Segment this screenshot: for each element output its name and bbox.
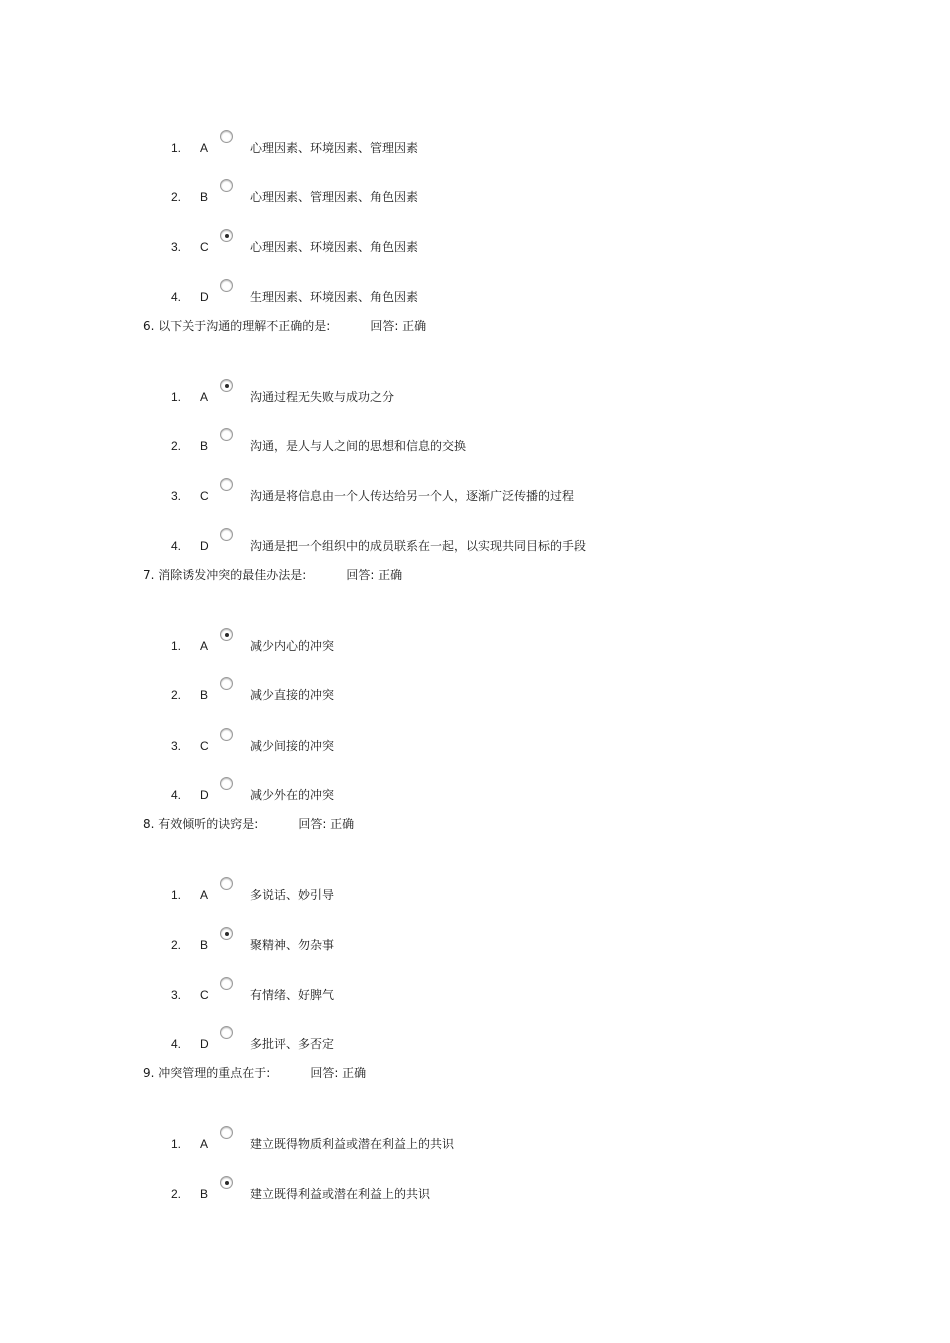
option-row[interactable] [0, 1036, 950, 1056]
option-number: 1. [171, 639, 182, 653]
option-number: 3. [171, 739, 182, 753]
question-title [143, 567, 402, 583]
option-text: 生理因素、环境因素、角色因素 [250, 290, 419, 304]
option-text: 聚精神、勿杂事 [250, 938, 335, 952]
answer-status: 回答: 正确 [346, 568, 403, 582]
option-letter: C [200, 240, 209, 254]
option-text: 心理因素、环境因素、角色因素 [250, 240, 419, 254]
option-number: 1. [171, 141, 182, 155]
radio-button[interactable] [220, 179, 233, 192]
option-text: 建立既得利益或潜在利益上的共识 [250, 1187, 431, 1201]
question-title [143, 1065, 366, 1081]
option-number: 4. [171, 290, 182, 304]
option-number: 2. [171, 439, 182, 453]
option-letter: B [200, 1187, 209, 1201]
option-letter: D [200, 539, 209, 553]
option-text: 多说话、妙引导 [250, 888, 335, 902]
radio-button[interactable] [220, 379, 233, 392]
option-letter: A [200, 141, 209, 155]
option-row[interactable] [0, 787, 950, 807]
option-row[interactable] [0, 887, 950, 907]
option-row[interactable] [0, 389, 950, 409]
option-letter: A [200, 1137, 209, 1151]
radio-button[interactable] [220, 1026, 233, 1039]
option-row[interactable] [0, 937, 950, 957]
option-letter: A [200, 639, 209, 653]
question-text: 9. 冲突管理的重点在于: [143, 1066, 271, 1080]
option-text: 心理因素、环境因素、管理因素 [250, 141, 419, 155]
question-text: 6. 以下关于沟通的理解不正确的是: [143, 319, 331, 333]
option-number: 1. [171, 1137, 182, 1151]
option-text: 多批评、多否定 [250, 1037, 335, 1051]
question-text: 8. 有效倾听的诀窍是: [143, 817, 259, 831]
answer-status: 回答: 正确 [310, 1066, 367, 1080]
option-number: 2. [171, 190, 182, 204]
option-row[interactable] [0, 438, 950, 458]
radio-button[interactable] [220, 927, 233, 940]
option-number: 2. [171, 688, 182, 702]
option-text: 沟通是把一个组织中的成员联系在一起，以实现共同目标的手段 [250, 539, 587, 553]
radio-button[interactable] [220, 677, 233, 690]
option-number: 4. [171, 1037, 182, 1051]
option-letter: B [200, 938, 209, 952]
option-row[interactable] [0, 189, 950, 209]
option-number: 3. [171, 489, 182, 503]
option-letter: B [200, 688, 209, 702]
radio-button[interactable] [220, 528, 233, 541]
option-text: 沟通是将信息由一个人传达给另一个人，逐渐广泛传播的过程 [250, 489, 575, 503]
option-letter: D [200, 290, 209, 304]
option-letter: D [200, 1037, 209, 1051]
option-text: 减少直接的冲突 [250, 688, 335, 702]
radio-button[interactable] [220, 279, 233, 292]
option-row[interactable] [0, 738, 950, 758]
option-row[interactable] [0, 289, 950, 309]
radio-dot-icon [225, 633, 229, 637]
option-text: 沟通过程无失败与成功之分 [250, 390, 395, 404]
radio-dot-icon [225, 1181, 229, 1185]
option-number: 1. [171, 390, 182, 404]
option-text: 有情绪、好脾气 [250, 988, 335, 1002]
question-text: 7. 消除诱发冲突的最佳办法是: [143, 568, 307, 582]
radio-dot-icon [225, 234, 229, 238]
question-title [143, 816, 354, 832]
radio-button[interactable] [220, 628, 233, 641]
answer-status: 回答: 正确 [370, 319, 427, 333]
radio-button[interactable] [220, 130, 233, 143]
radio-button[interactable] [220, 428, 233, 441]
option-row[interactable] [0, 538, 950, 558]
option-row[interactable] [0, 987, 950, 1007]
radio-dot-icon [225, 932, 229, 936]
option-letter: A [200, 888, 209, 902]
radio-button[interactable] [220, 1126, 233, 1139]
option-letter: D [200, 788, 209, 802]
option-letter: C [200, 739, 209, 753]
option-number: 1. [171, 888, 182, 902]
option-number: 3. [171, 988, 182, 1002]
option-row[interactable] [0, 638, 950, 658]
radio-dot-icon [225, 384, 229, 388]
option-number: 2. [171, 938, 182, 952]
answer-status: 回答: 正确 [298, 817, 355, 831]
option-letter: C [200, 489, 209, 503]
option-number: 4. [171, 788, 182, 802]
option-number: 4. [171, 539, 182, 553]
option-text: 沟通，是人与人之间的思想和信息的交换 [250, 439, 467, 453]
option-text: 建立既得物质利益或潜在利益上的共识 [250, 1137, 455, 1151]
option-row[interactable] [0, 687, 950, 707]
option-text: 心理因素、管理因素、角色因素 [250, 190, 419, 204]
option-number: 2. [171, 1187, 182, 1201]
option-text: 减少间接的冲突 [250, 739, 335, 753]
radio-button[interactable] [220, 877, 233, 890]
radio-button[interactable] [220, 1176, 233, 1189]
option-text: 减少内心的冲突 [250, 639, 335, 653]
radio-button[interactable] [220, 777, 233, 790]
radio-button[interactable] [220, 478, 233, 491]
option-letter: A [200, 390, 209, 404]
option-letter: B [200, 439, 209, 453]
option-row[interactable] [0, 488, 950, 508]
radio-button[interactable] [220, 977, 233, 990]
question-title [143, 318, 426, 334]
option-letter: B [200, 190, 209, 204]
option-letter: C [200, 988, 209, 1002]
option-number: 3. [171, 240, 182, 254]
option-row[interactable] [0, 239, 950, 259]
option-row[interactable] [0, 1186, 950, 1206]
option-row[interactable] [0, 1136, 950, 1156]
radio-button[interactable] [220, 728, 233, 741]
option-row[interactable] [0, 140, 950, 160]
option-text: 减少外在的冲突 [250, 788, 335, 802]
radio-button[interactable] [220, 229, 233, 242]
